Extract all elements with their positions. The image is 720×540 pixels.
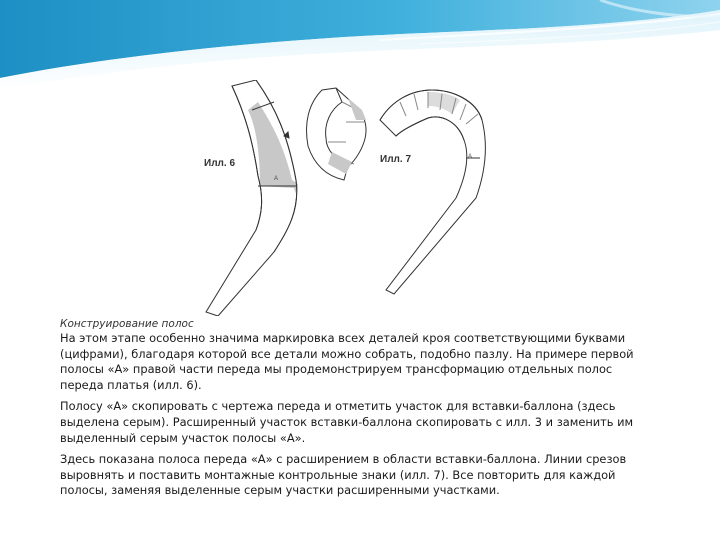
p1-line: На этом этапе особенно значима маркировка всех деталей кроя соответствующими буквами: [60, 331, 626, 345]
pattern-illustration: [196, 80, 490, 320]
p3-line: выровнять и поставить монтажные контрольные знаки (илл. 7). Все повторить для каждой: [60, 467, 616, 482]
ill7-label: Илл. 7: [380, 154, 412, 165]
ill6-mark-a: A: [274, 176, 279, 182]
section-title: Конструирование полос: [60, 318, 194, 330]
p3-line: полосы, заменяя выделенные серым участки расширенными участками.: [60, 483, 500, 498]
ill6-label: Илл. 6: [204, 158, 236, 169]
p1-line: полосы «А» правой части переда мы продемонстрируем трансформацию отдельных полос: [60, 362, 613, 377]
p2-line: выделенный серым участок полосы «А».: [60, 430, 306, 445]
paragraph-3: [60, 452, 676, 499]
ill6-gray-section: [248, 102, 298, 194]
paragraph-1: [60, 331, 676, 393]
p2-line: Полосу «А» скопировать с чертежа переда и отметить участок для вставки-баллона (здесь: [60, 399, 616, 414]
p1-line: (цифрами), благодаря которой все детали можно собрать, подобно пазлу. На примере первой: [60, 346, 634, 361]
header-wave-decoration: [0, 0, 720, 90]
p3-line: Здесь показана полоса переда «А» с расширением в области вставки-баллона. Линии срезов: [60, 452, 627, 467]
ill7-mark-a: A: [468, 154, 473, 160]
p2-line: выделена серым). Расширенный участок вставки-баллона скопировать с илл. 3 и заменить им: [60, 414, 634, 429]
text-block: [56, 316, 680, 498]
paragraph-2: [60, 399, 676, 446]
p1-line: переда платья (илл. 6).: [60, 377, 202, 392]
pattern-drawing: [196, 80, 490, 320]
